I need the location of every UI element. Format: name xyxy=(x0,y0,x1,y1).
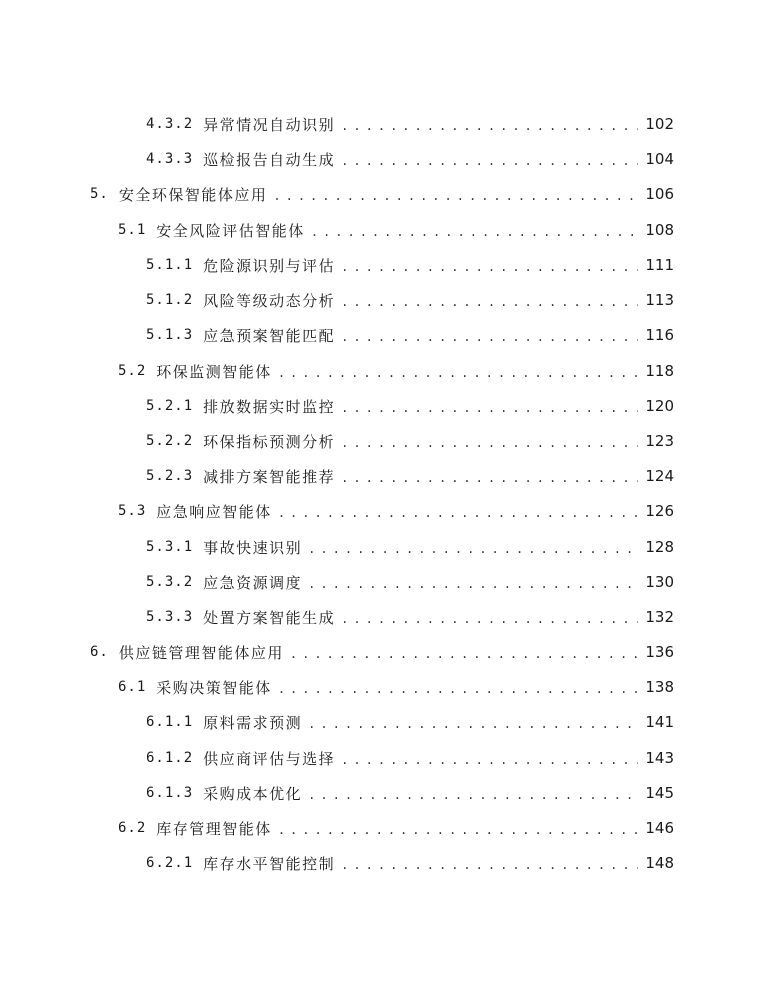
page-number: 138 xyxy=(645,678,674,696)
entry-number: 5.1.1 xyxy=(146,257,194,273)
page-number: 104 xyxy=(645,150,674,168)
toc-entry[interactable] xyxy=(146,394,674,418)
dot-leader xyxy=(341,394,638,418)
dot-leader xyxy=(308,710,638,734)
entry-number: 5.2.1 xyxy=(146,398,194,414)
toc-entry[interactable] xyxy=(146,323,674,347)
toc-entry[interactable] xyxy=(90,182,674,206)
entry-title: 应急资源调度 xyxy=(203,573,303,592)
page-number: 128 xyxy=(645,538,674,556)
toc-entry[interactable] xyxy=(146,535,674,559)
entry-number: 5.3.1 xyxy=(146,539,194,555)
entry-number: 4.3.3 xyxy=(146,151,194,167)
entry-title: 安全风险评估智能体 xyxy=(156,221,305,240)
entry-number: 5.2 xyxy=(118,363,147,379)
entry-number: 5.2.3 xyxy=(146,468,194,484)
page-number: 143 xyxy=(645,749,674,767)
toc-entry[interactable] xyxy=(146,288,674,312)
entry-title: 应急预案智能匹配 xyxy=(203,326,336,345)
dot-leader xyxy=(308,570,638,594)
entry-title: 环保监测智能体 xyxy=(156,362,272,381)
page-number: 136 xyxy=(645,643,674,661)
dot-leader xyxy=(308,535,638,559)
toc-entry[interactable] xyxy=(118,816,674,840)
page-number: 116 xyxy=(645,326,674,344)
entry-number: 6.1.3 xyxy=(146,785,194,801)
entry-title: 危险源识别与评估 xyxy=(203,256,336,275)
toc-entry[interactable] xyxy=(146,605,674,629)
dot-leader xyxy=(308,781,638,805)
entry-title: 库存水平智能控制 xyxy=(203,854,336,873)
dot-leader xyxy=(278,675,638,699)
dot-leader xyxy=(341,605,638,629)
page-number: 124 xyxy=(645,467,674,485)
entry-title: 环保指标预测分析 xyxy=(203,432,336,451)
page-number: 113 xyxy=(645,291,674,309)
entry-title: 安全环保智能体应用 xyxy=(118,185,268,204)
entry-title: 风险等级动态分析 xyxy=(203,291,336,310)
entry-title: 供应链管理智能体应用 xyxy=(118,643,284,662)
page-number: 108 xyxy=(645,221,674,239)
entry-number: 5. xyxy=(90,186,109,202)
page-number: 132 xyxy=(645,608,674,626)
page-number: 145 xyxy=(645,784,674,802)
dot-leader xyxy=(278,816,638,840)
entry-title: 应急响应智能体 xyxy=(156,502,272,521)
page-number: 126 xyxy=(645,502,674,520)
toc-entry[interactable] xyxy=(118,359,674,383)
entry-title: 减排方案智能推荐 xyxy=(203,467,336,486)
entry-number: 6. xyxy=(90,644,109,660)
page-number: 118 xyxy=(645,362,674,380)
toc-entry[interactable] xyxy=(146,781,674,805)
toc-entry[interactable] xyxy=(146,851,674,875)
toc-entry[interactable] xyxy=(90,640,674,664)
toc-entry[interactable] xyxy=(118,499,674,523)
dot-leader xyxy=(273,182,638,206)
toc-entry[interactable] xyxy=(146,429,674,453)
toc-entry[interactable] xyxy=(118,218,674,242)
page-number: 106 xyxy=(645,185,674,203)
dot-leader xyxy=(341,429,638,453)
entry-title: 处置方案智能生成 xyxy=(203,608,336,627)
page-number: 130 xyxy=(645,573,674,591)
entry-title: 异常情况自动识别 xyxy=(203,115,336,134)
dot-leader xyxy=(341,746,638,770)
toc-entry[interactable] xyxy=(146,464,674,488)
dot-leader xyxy=(341,851,638,875)
dot-leader xyxy=(341,288,638,312)
entry-title: 供应商评估与选择 xyxy=(203,749,336,768)
toc-entry[interactable] xyxy=(146,253,674,277)
toc-entry[interactable] xyxy=(146,746,674,770)
entry-title: 库存管理智能体 xyxy=(156,819,272,838)
entry-number: 5.1 xyxy=(118,222,147,238)
entry-number: 5.3.3 xyxy=(146,609,194,625)
entry-title: 采购决策智能体 xyxy=(156,678,272,697)
page-number: 102 xyxy=(645,115,674,133)
dot-leader xyxy=(278,499,638,523)
page-number: 146 xyxy=(645,819,674,837)
dot-leader xyxy=(278,359,638,383)
toc-entry[interactable] xyxy=(146,112,674,136)
entry-number: 6.2.1 xyxy=(146,855,194,871)
entry-number: 6.2 xyxy=(118,820,147,836)
entry-title: 排放数据实时监控 xyxy=(203,397,336,416)
dot-leader xyxy=(341,112,638,136)
entry-title: 巡检报告自动生成 xyxy=(203,150,336,169)
page-number: 123 xyxy=(645,432,674,450)
dot-leader xyxy=(341,253,638,277)
entry-title: 原料需求预测 xyxy=(203,713,303,732)
entry-number: 5.3.2 xyxy=(146,574,194,590)
dot-leader xyxy=(341,464,638,488)
entry-number: 6.1 xyxy=(118,679,147,695)
page-number: 148 xyxy=(645,854,674,872)
toc-entry[interactable] xyxy=(146,147,674,171)
dot-leader xyxy=(290,640,638,664)
entry-number: 6.1.1 xyxy=(146,714,194,730)
entry-number: 5.3 xyxy=(118,503,147,519)
entry-number: 6.1.2 xyxy=(146,750,194,766)
page-number: 141 xyxy=(645,713,674,731)
toc-entry[interactable] xyxy=(146,570,674,594)
page-number: 120 xyxy=(645,397,674,415)
entry-number: 5.1.2 xyxy=(146,292,194,308)
entry-number: 4.3.2 xyxy=(146,116,194,132)
dot-leader xyxy=(341,147,638,171)
page-number: 111 xyxy=(645,256,674,274)
entry-number: 5.2.2 xyxy=(146,433,194,449)
dot-leader xyxy=(341,323,638,347)
entry-title: 采购成本优化 xyxy=(203,784,303,803)
dot-leader xyxy=(311,218,638,242)
entry-number: 5.1.3 xyxy=(146,327,194,343)
entry-title: 事故快速识别 xyxy=(203,538,303,557)
toc-entry[interactable] xyxy=(118,675,674,699)
toc-entry[interactable] xyxy=(146,710,674,734)
